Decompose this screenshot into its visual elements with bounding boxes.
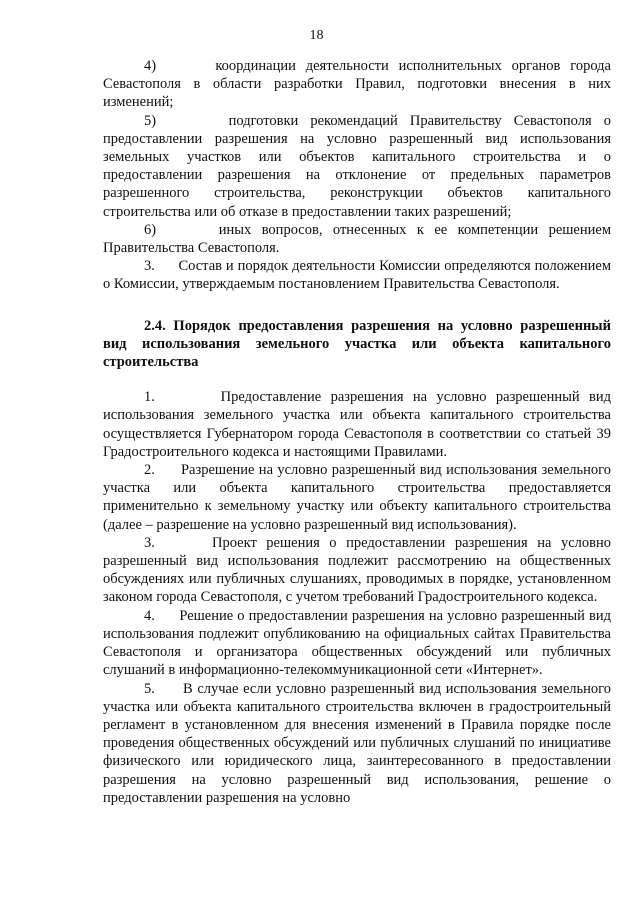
list-item-4: 4) координации деятельности исполнительных органов города Севастополя в области разработки Правил, подготовки внесения в них изменений; bbox=[103, 58, 611, 111]
clause-1: 1. Предоставление разрешения на условно разрешенный вид использования земельного участка или объекта капитального строительства осуществляется Губернатором города Севастополя в соответствии со статьей 39 Градостроительного кодекса и настоящими Правилами. bbox=[103, 389, 611, 460]
list-item-5: 5) подготовки рекомендаций Правительству Севастополя о предоставлении разрешения на условно разрешенный вид использования земельных участков или объектов капитального строительства и о предоставлении разрешения на отклонение от предельных параметров разрешенного строительства, реконструкции объектов капитального строительства или об отказе в предоставлении таких разрешений; bbox=[103, 112, 611, 220]
clause-2: 2. Разрешение на условно разрешенный вид использования земельного участка или объекта капитального строительства предоставляется применительно к земельному участку или объекту капитального строительства (далее – разрешение на условно разрешенный вид использования). bbox=[103, 462, 611, 533]
document-body bbox=[103, 57, 611, 807]
clause-3-commission: 3. Состав и порядок деятельности Комиссии определяются положением о Комиссии, утверждаемым постановлением Правительства Севастополя. bbox=[103, 258, 611, 293]
clause-5: 5. В случае если условно разрешенный вид использования земельного участка или объекта капитального строительства включен в градостроительный регламент в установленном для внесения изменений в Правила порядке после проведения общественных обсуждений или публичных слушаний по инициативе физического или юридического лица, заинтересованного в предоставлении разрешения на условно разрешенный вид использования, решение о предоставлении разрешения на условно bbox=[103, 680, 611, 806]
list-item-6: 6) иных вопросов, отнесенных к ее компетенции решением Правительства Севастополя. bbox=[103, 221, 611, 257]
clause-3: 3. Проект решения о предоставлении разрешения на условно разрешенный вид использования подлежит рассмотрению на общественных обсуждениях или публичных слушаниях, проводимых в порядке, установленном законом города Севастополя, с учетом требований Градостроительного кодекса. bbox=[103, 534, 611, 606]
page-number: 18 bbox=[309, 28, 324, 43]
clause-4: 4. Решение о предоставлении разрешения на условно разрешенный вид использования подлежит опубликованию на официальных сайтах Правительства Севастополя и организатора общественных обсуждений или публичных слушаний в информационно-телекоммуникационной сети «Интернет». bbox=[103, 607, 611, 679]
section-heading-2-4: 2.4. Порядок предоставления разрешения на условно разрешенный вид использования земельного участка или объекта капитального строительства bbox=[103, 317, 611, 371]
